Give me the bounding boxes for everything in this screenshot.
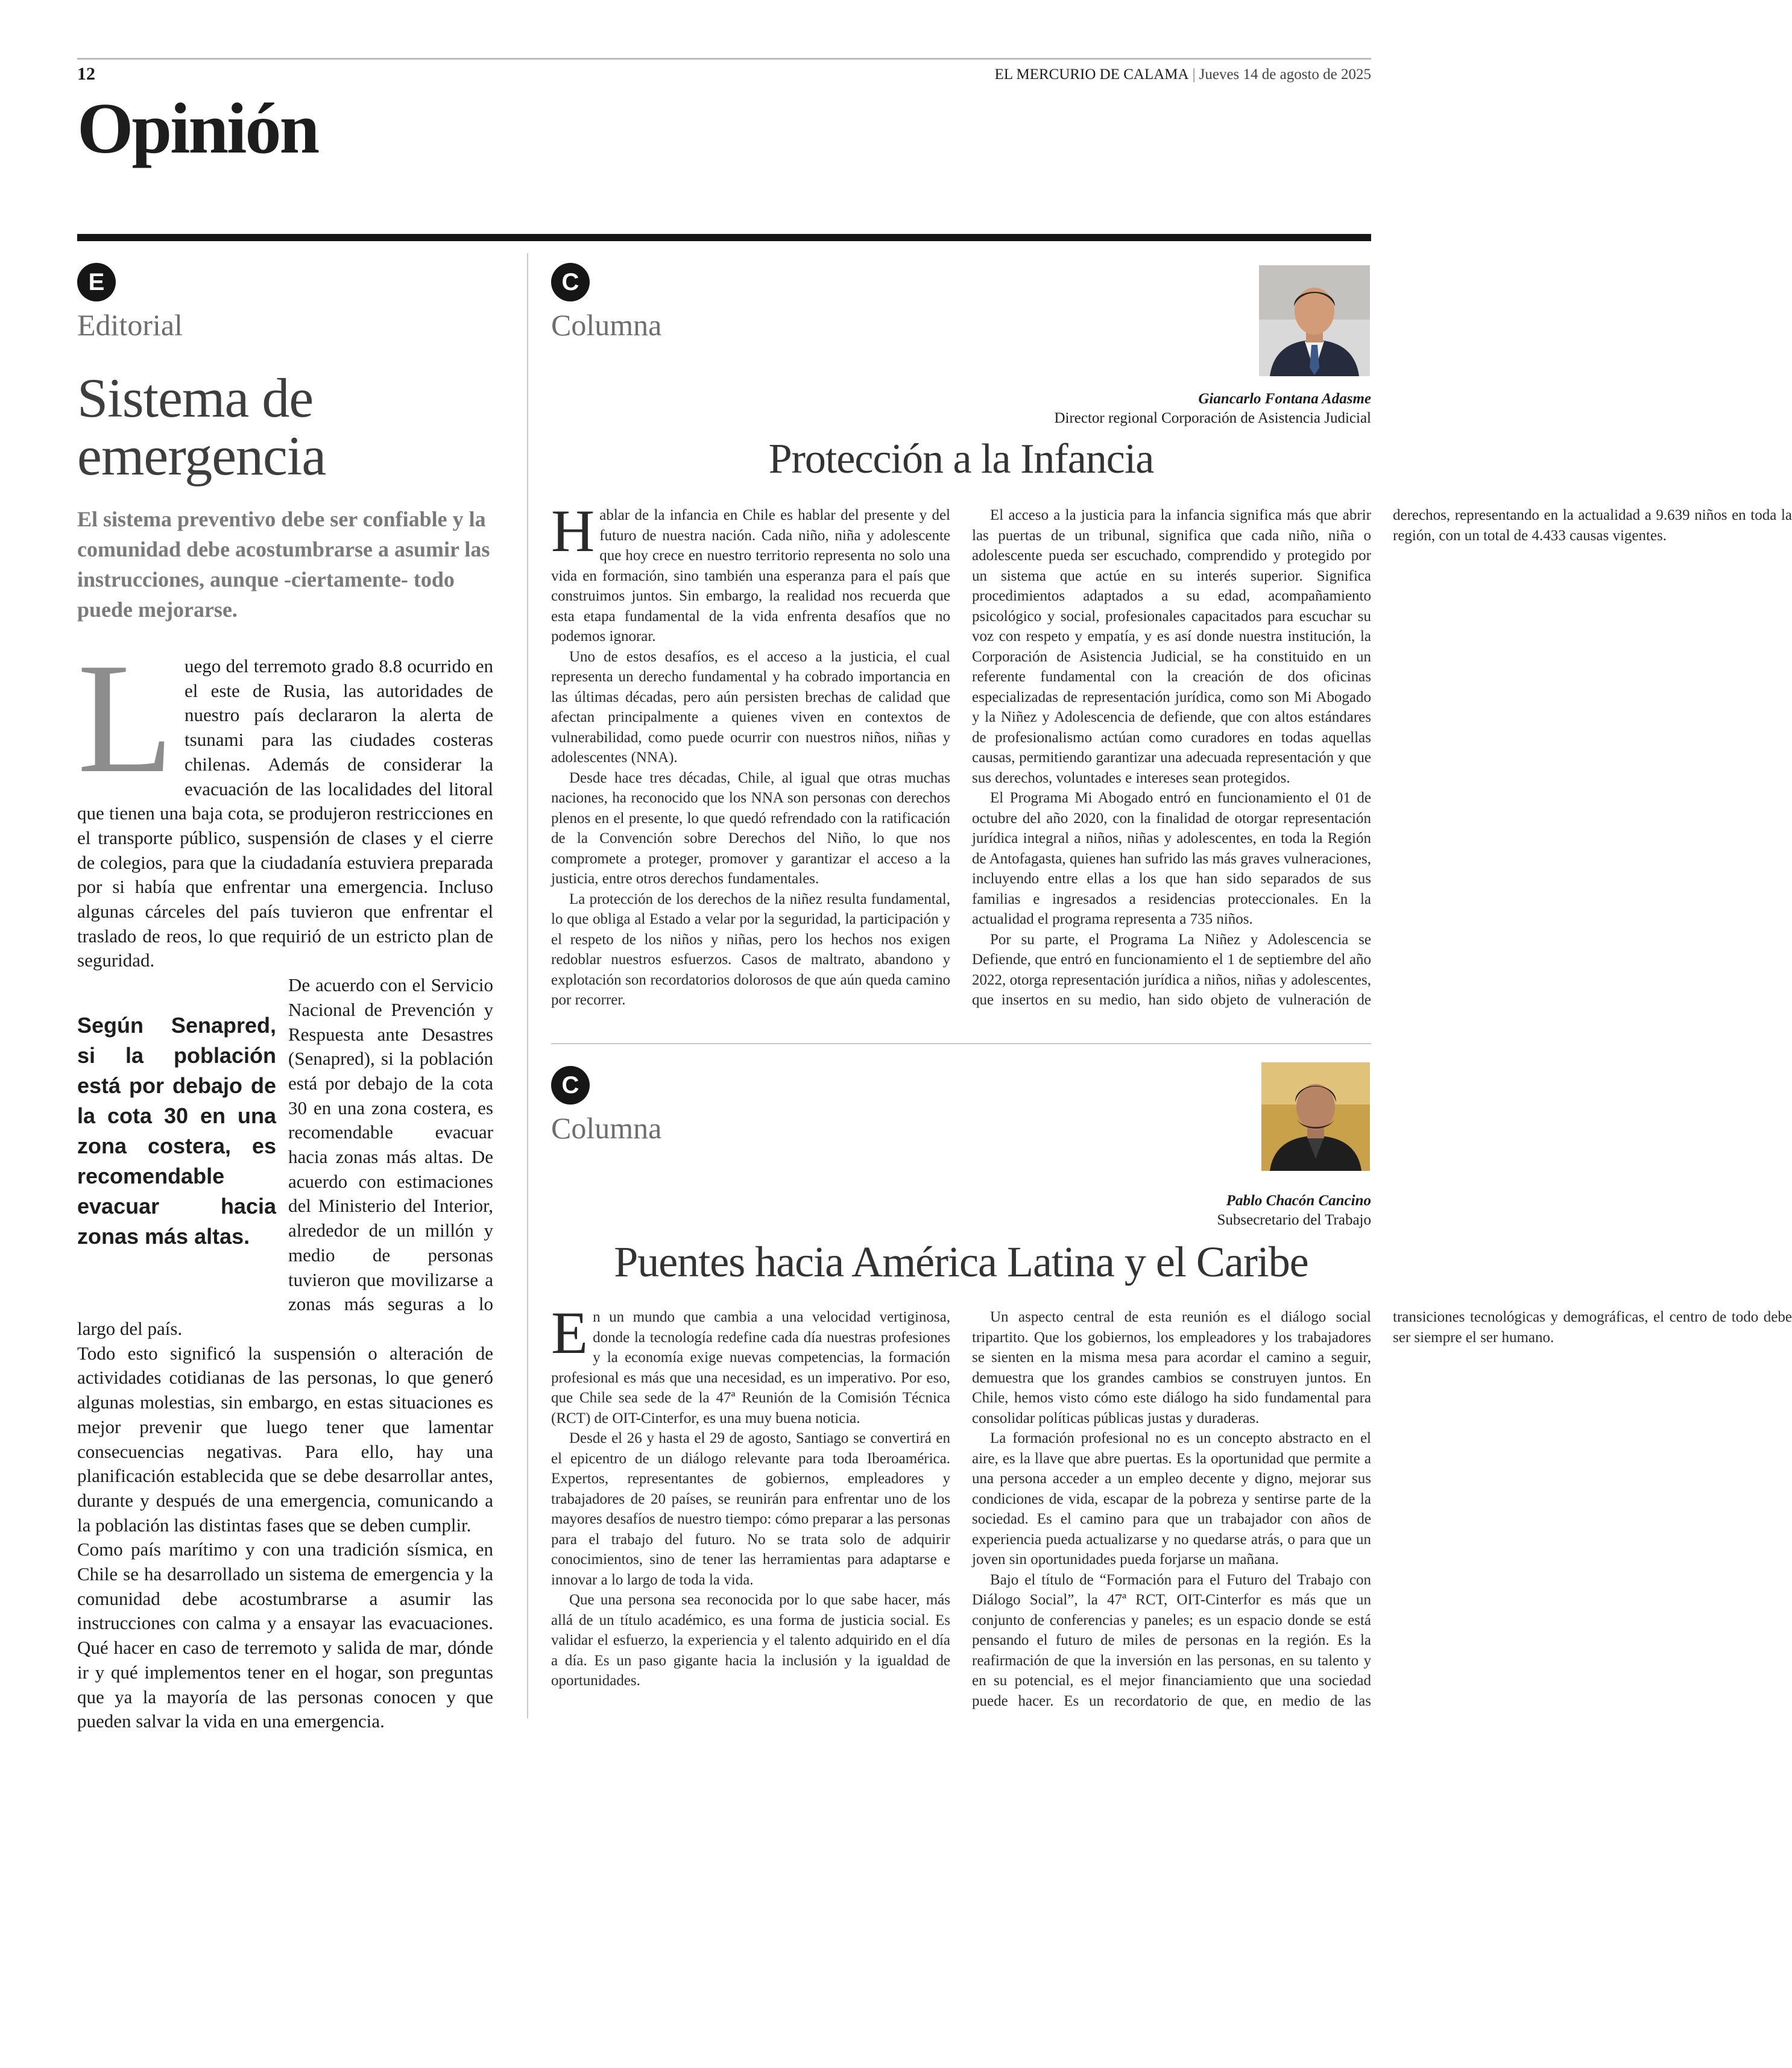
editorial-paragraph-text: De acuerdo con el Servicio Nacional de Prevención y Respuesta ante Desastres (Senapred), si la población está por debajo de la cota 30 en una zona costera, es recomendable evacuar hacia zonas más altas. De acuerdo con estimaciones del Ministerio del Interior, alrededor de un millón y medio de personas tuvieron que movilizarse a zonas más seguras a lo largo del país. xyxy=(77,974,493,1339)
column-paragraph: Un aspecto central de esta reunión es el diálogo social tripartito. Que los gobiernos, los empleadores y los trabajadores se sienten en la misma mesa para acordar el camino a seguir, demuestra que los grandes cambios se construyen juntos. En Chile, hemos visto cómo este diálogo ha sido fundamental para consolidar políticas públicas justas y duraderas. xyxy=(972,1309,1371,1426)
column-kicker: Columna xyxy=(551,1111,662,1145)
author-photo xyxy=(1261,1062,1370,1171)
section-title: Opinión xyxy=(77,88,318,168)
column-paragraph: Por su parte, el Programa La Niñez y Adolescencia se Defiende, que entró en funcionamiento el 1 de septiembre del año 2022, otorga representación jurídica a niños, niñas y adolescentes, que insertos en su medio, han sido objeto de vulneración de derechos, representando en la actualidad a 9.639 niños en toda la región, con un total de 4.433 causas vigentes. xyxy=(972,507,1792,1008)
column-headline: Puentes hacia América Latina y el Caribe xyxy=(614,1238,1308,1286)
column-paragraph: Uno de estos desafíos, es el acceso a la justicia, el cual representa un derecho fundamental y ha cobrado importancia en las últimas décadas, pero aún persisten brechas de calidad que afectan principalmente a quienes viven en contextos de vulnerabilidad, como puede ocurrir con nuestros niños, niñas y adolescentes (NNA). xyxy=(551,648,950,766)
editorial-body xyxy=(77,631,493,1734)
column-badge-icon: C xyxy=(551,1066,590,1105)
column-author-name: Giancarlo Fontana Adasme xyxy=(1198,391,1371,407)
column-paragraph: Desde hace tres décadas, Chile, al igual que otras muchas naciones, ha reconocido que los NNA son personas con derechos plenos en el presente, lo que quedó refrendado con la ratificación de la Convención sobre Derechos del Niño, lo que nos compromete a proteger, promover y garantizar el acceso a la justicia, entre otros derechos fundamentales. xyxy=(551,769,950,887)
column-separator-rule xyxy=(551,1043,1371,1044)
newspaper-name: EL MERCURIO DE CALAMA xyxy=(994,66,1189,83)
column-paragraph: Desde el 26 y hasta el 29 de agosto, Santiago se convertirá en el epicentro de un diálogo relevante para toda Iberoamérica. Expertos, representantes de gobiernos, empleadores y trabajadores de 20 países, se reunirán para enfrentar uno de los mayores desafíos de nuestro tiempo: cómo preparar a las personas para el trabajo del futuro. No se trata solo de adquirir conocimientos, sino de tener las herramientas para adaptarse e innovar a lo largo de toda la vida. xyxy=(551,1430,950,1588)
column-author-role: Director regional Corporación de Asistencia Judicial xyxy=(1054,410,1371,426)
column-paragraph: La formación profesional no es un concepto abstracto en el aire, es la llave que abre puertas. Es la oportunidad que permite a una persona acceder a un empleo decente y digno, mejorar sus condiciones de vida, escapar de la pobreza y sentirse parte de la sociedad. Es el camino para que un trabajador con años de experiencia pueda actualizarse y no quedarse atrás, o para que un joven sin oportunidades pueda forjarse un mañana. xyxy=(972,1430,1371,1568)
top-rule xyxy=(77,58,1371,60)
pull-quote-box xyxy=(77,973,288,1311)
issue-date: Jueves 14 de agosto de 2025 xyxy=(1199,66,1371,83)
column-body xyxy=(551,1299,1792,1729)
column-paragraph: Bajo el título de “Formación para el Futuro del Trabajo con Diálogo Social”, la 47ª RCT, OIT-Cinterfor es más que un conjunto de conferencias y paneles; es un espacio donde se está pensando el futuro de miles de personas en la región. Es la reafirmación de que la inversión en las personas, en su talento y en su potencial, es el mejor financiamiento que una sociedad puede hacer. Es un recordatorio de que, en medio de las transiciones tecnológicas y demográficas, el centro de todo debe ser siempre el ser humano. xyxy=(972,1309,1792,1709)
column-body xyxy=(551,497,1792,1036)
column-lead-paragraph xyxy=(551,497,950,647)
column-headline: Protección a la Infancia xyxy=(768,436,1154,482)
editorial-subheadline: El sistema preventivo debe ser confiable y la comunidad debe acostumbrarse a asumir las instrucciones, aunque -ciertamente- todo puede mejorarse. xyxy=(77,507,490,622)
column-drop-cap: H xyxy=(551,497,595,564)
editorial-badge-icon: E xyxy=(77,263,116,301)
editorial-paragraph: Como país marítimo y con una tradición sísmica, en Chile se ha desarrollado un sistema de emergencia y la comunidad debe acostumbrarse a asumir las instrucciones con calma y a ensayar las evacuaciones. Qué hacer en caso de terremoto y salida de mar, dónde ir y qué implementos tener en el hogar, son preguntas que ya la mayoría de las personas conocen y que pueden salvar la vida en una emergencia. xyxy=(77,1539,493,1732)
column-kicker: Columna xyxy=(551,308,662,342)
editorial-paragraph: Todo esto significó la suspensión o alteración de actividades cotidianas de las personas, lo que generó algunas molestias, sin embargo, en estas situaciones es mejor prevenir que luego tener que lamentar consecuencias negativas. Para ello, hay una planificación establecida que se debe desarrollar antes, durante y después de una emergencia, comunicando a la población las distintas fases que se deben cumplir. xyxy=(77,1342,493,1536)
column-paragraph: El acceso a la justicia para la infancia significa más que abrir las puertas de un tribunal, significa que cada niño, niña o adolescente pueda ser escuchado, comprendido y protegido por un sistema que actúe en su interés superior. Significa procedimientos adaptados a su edad, acompañamiento psicológico y social, profesionales capacitados para escuchar su voz con respeto y empatía, y es así donde nuestra institución, la Corporación de Asistencia Judicial, se ha constituido en un referente fundamental con la creación de dos oficinas especializadas de representación jurídica, como son Mi Abogado y la Niñez y Adolescencia de defiende, que con altos estándares de profesionalismo actúan como curadores en todas aquellas causas, permitiendo garantizar una adecuada representación y que sus derechos, voluntades e intereses sean protegidos. xyxy=(972,507,1371,786)
column-drop-cap: E xyxy=(551,1299,588,1366)
column-paragraph: El Programa Mi Abogado entró en funcionamiento el 01 de octubre del año 2020, con la finalidad de otorgar representación jurídica integral a niños, niñas y adolescentes, en toda la Región de Antofagasta, quienes han sufrido las más graves vulneraciones, incluyendo entre ellas a los que han sido separados de sus familias e ingresados a residencias proteccionales. En la actualidad el programa representa a 735 niños. xyxy=(972,790,1371,927)
editorial-lead-paragraph xyxy=(77,631,493,973)
masthead-separator: | xyxy=(1192,66,1196,83)
column-lead-text: n un mundo que cambia a una velocidad vertiginosa, donde la tecnología redefine cada día nuestras profesiones y la economía exige nuevas competencias, la formación profesional es más que una necesidad, es un imperativo. Por eso, que Chile sea sede de la 47ª Reunión de la Comisión Técnica (RCT) de OIT-Cinterfor, es una muy buena noticia. xyxy=(551,1309,950,1426)
column-lead-paragraph xyxy=(551,1299,950,1428)
masthead xyxy=(995,66,1371,83)
editorial-kicker: Editorial xyxy=(77,308,183,342)
author-portrait-icon xyxy=(1261,1062,1370,1171)
editorial-headline: Sistema de emergencia xyxy=(77,367,326,487)
column-lead-text: ablar de la infancia en Chile es hablar del presente y del futuro de nuestra nación. Cada niño, niña y adolescente que hoy crece en nuestro territorio representa no solo una vida en formación, sino también una esperanza para el país que construimos juntos. Sin embargo, la realidad nos recuerda que esta etapa fundamental de la vida enfrenta desafíos que no podemos ignorar. xyxy=(551,507,950,645)
author-photo xyxy=(1259,265,1370,376)
editorial-paragraph xyxy=(77,973,493,1341)
column-divider xyxy=(527,253,528,1718)
pull-quote: Según Senapred, si la población está por debajo de la cota 30 en una zona costera, es recomendable evacuar hacia zonas más altas. xyxy=(77,1013,276,1249)
column-author-name: Pablo Chacón Cancino xyxy=(1226,1193,1371,1209)
column-badge-icon: C xyxy=(551,263,590,301)
editorial-drop-cap: L xyxy=(77,631,174,805)
editorial-lead-text: uego del terremoto grado 8.8 ocurrido en el este de Rusia, las autoridades de nuestro país declararon la alerta de tsunami para las ciudades costeras chilenas. Además de considerar la evacuación de las localidades del litoral que tienen una baja cota, se produjeron restricciones en el transporte público, suspensión de clases y el cierre de colegios, para que la ciudadanía estuviera preparada por si había que enfrentar una emergencia. Incluso algunas cárceles del país tuvieron que enfrentar el traslado de reos, lo que requirió de un estricto plan de seguridad. xyxy=(77,655,493,971)
page-number: 12 xyxy=(77,64,95,84)
column-paragraph: Que una persona sea reconocida por lo que sabe hacer, más allá de un título académico, es una forma de justicia social. Es validar el esfuerzo, la experiencia y el talento adquirido en el día a día. Es un paso gigante hacia la inclusión y la igualdad de oportunidades. xyxy=(551,1592,950,1689)
column-paragraph: La protección de los derechos de la niñez resulta fundamental, lo que obliga al Estado a velar por la seguridad, la participación y el respeto de los niños y niñas, pero los hechos nos exigen redoblar nuestros esfuerzos. Casos de maltrato, abandono y explotación son recordatorios dolorosos de que aún queda camino por recorrer. xyxy=(551,891,950,1008)
author-portrait-icon xyxy=(1259,265,1370,376)
column-author-role: Subsecretario del Trabajo xyxy=(1217,1212,1371,1228)
section-rule xyxy=(77,234,1371,241)
